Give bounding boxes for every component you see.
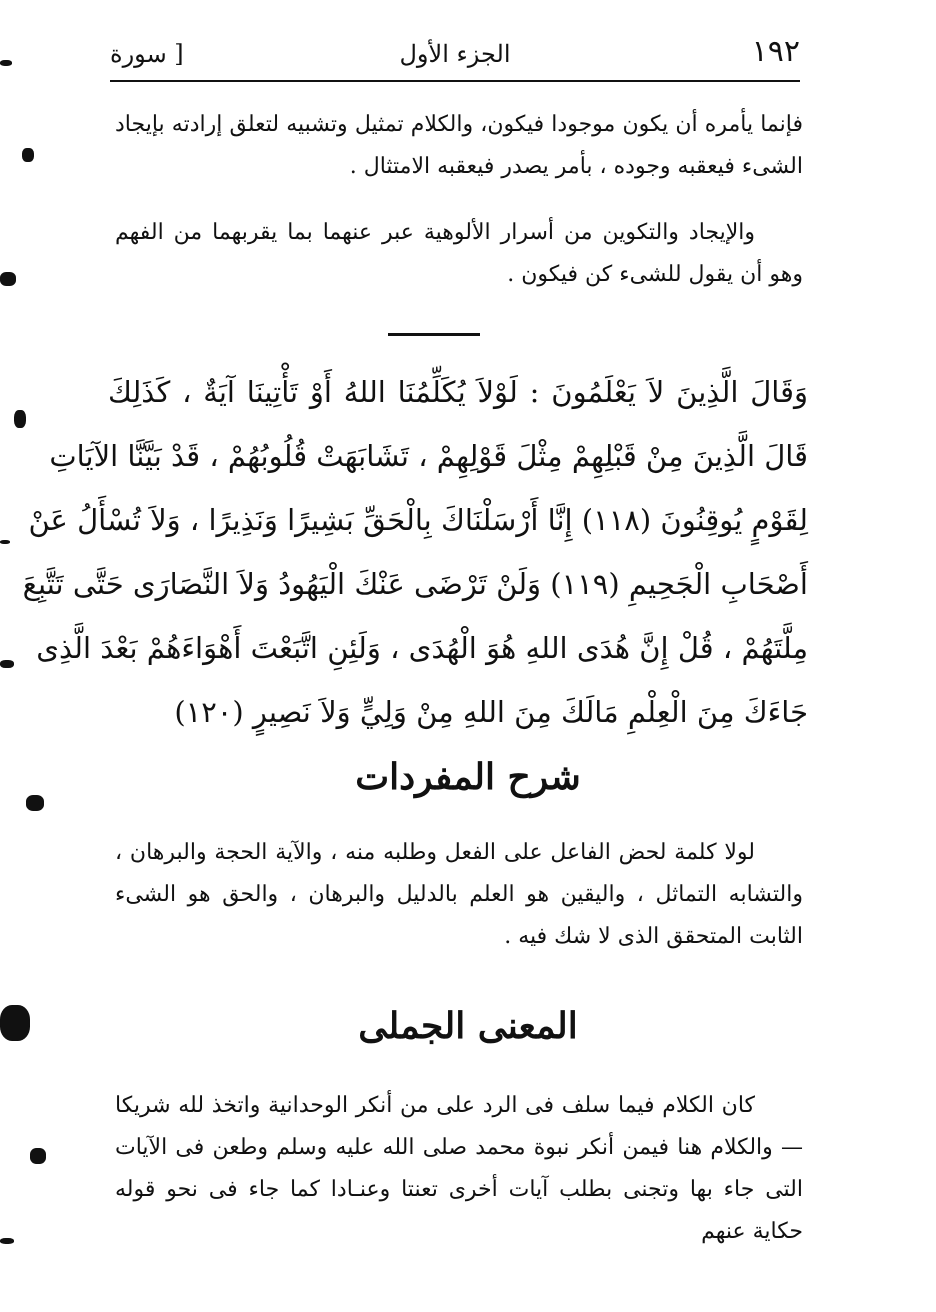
scan-speck <box>30 1148 46 1164</box>
verse-line: قَالَ الَّذِينَ مِنْ قَبْلِهِمْ مِثْلَ قَوْلِهِمْ ، تَشَابَهَتْ قُلُوبُهُمْ ، قَدْ بَيَّنَّا الآيَاتِ <box>49 439 808 473</box>
scan-speck <box>0 660 14 668</box>
intro-paragraph-2: والإيجاد والتكوين من أسرار الألوهية عبر عنهما بما يقربهما من الفهم وهو أن يقول للشىء كن فيكون . <box>115 220 803 287</box>
verse-line: مِلَّتَهُمْ ، قُلْ إِنَّ هُدَى اللهِ هُوَ الْهُدَى ، وَلَئِنِ اتَّبَعْتَ أَهْوَاءَهُمْ بَعْدَ الَّذِى <box>36 631 808 665</box>
scan-speck <box>0 60 12 66</box>
intro-paragraph-1: فإنما يأمره أن يكون موجودا فيكون، والكلام تمثيل وتشبيه لتعلق إرادته بإيجاد الشىء فيعقبه وجوده ، بأمر يصدر فيعقبه الامتثال . <box>115 112 803 179</box>
scan-speck <box>14 410 26 428</box>
verse-line: وَقَالَ الَّذِينَ لاَ يَعْلَمُونَ : لَوْلاَ يُكَلِّمُنَا اللهُ أَوْ تَأْتِينَا آيَةٌ ، كَذَلِكَ <box>108 375 808 409</box>
sura-label: [ سورة <box>110 40 184 68</box>
vocab-heading: شرح المفردات <box>355 756 581 798</box>
vocab-paragraph: لولا كلمة لحض الفاعل على الفعل وطلبه منه ، والآية الحجة والبرهان ، والتشابه التماثل ، واليقين هو العلم بالدليل والبرهان ، والحق هو الشىء الثابت المتحقق الذى لا شك فيه . <box>115 840 803 949</box>
page-number: ١٩٢ <box>751 34 800 69</box>
verse-line: لِقَوْمٍ يُوقِنُونَ (١١٨) إِنَّا أَرْسَلْنَاكَ بِالْحَقِّ بَشِيرًا وَنَذِيرًا ، وَلاَ تُسْأَلُ عَنْ <box>28 503 808 537</box>
juz-title: الجزء الأول <box>399 40 511 68</box>
scan-speck <box>26 795 44 811</box>
header-rule <box>110 80 800 82</box>
quran-verses <box>22 360 808 744</box>
scan-speck <box>0 1005 30 1041</box>
section-separator <box>388 333 480 336</box>
scan-speck <box>0 272 16 286</box>
meaning-paragraph: كان الكلام فيما سلف فى الرد على من أنكر الوحدانية واتخذ لله شريكا — والكلام هنا فيمن أنكر نبوة محمد صلى الله عليه وسلم وطعن فى الآيات التى جاء بها وتجنى بطلب آيات أخرى تعنتا وعنـادا كما جاء فى نحو قوله حكاية عنهم <box>115 1093 803 1244</box>
meaning-heading: المعنى الجملى <box>358 1005 578 1047</box>
verse-line: أَصْحَابِ الْجَحِيمِ (١١٩) وَلَنْ تَرْضَى عَنْكَ الْيَهُودُ وَلاَ النَّصَارَى حَتَّى تَتَّبِعَ <box>22 567 808 601</box>
scan-speck <box>0 540 10 544</box>
scan-speck <box>22 148 34 162</box>
verse-line: جَاءَكَ مِنَ الْعِلْمِ مَالَكَ مِنَ اللهِ مِنْ وَلِيٍّ وَلاَ نَصِيرٍ (١٢٠) <box>174 695 808 729</box>
running-header <box>110 34 800 80</box>
scan-speck <box>0 1238 14 1244</box>
